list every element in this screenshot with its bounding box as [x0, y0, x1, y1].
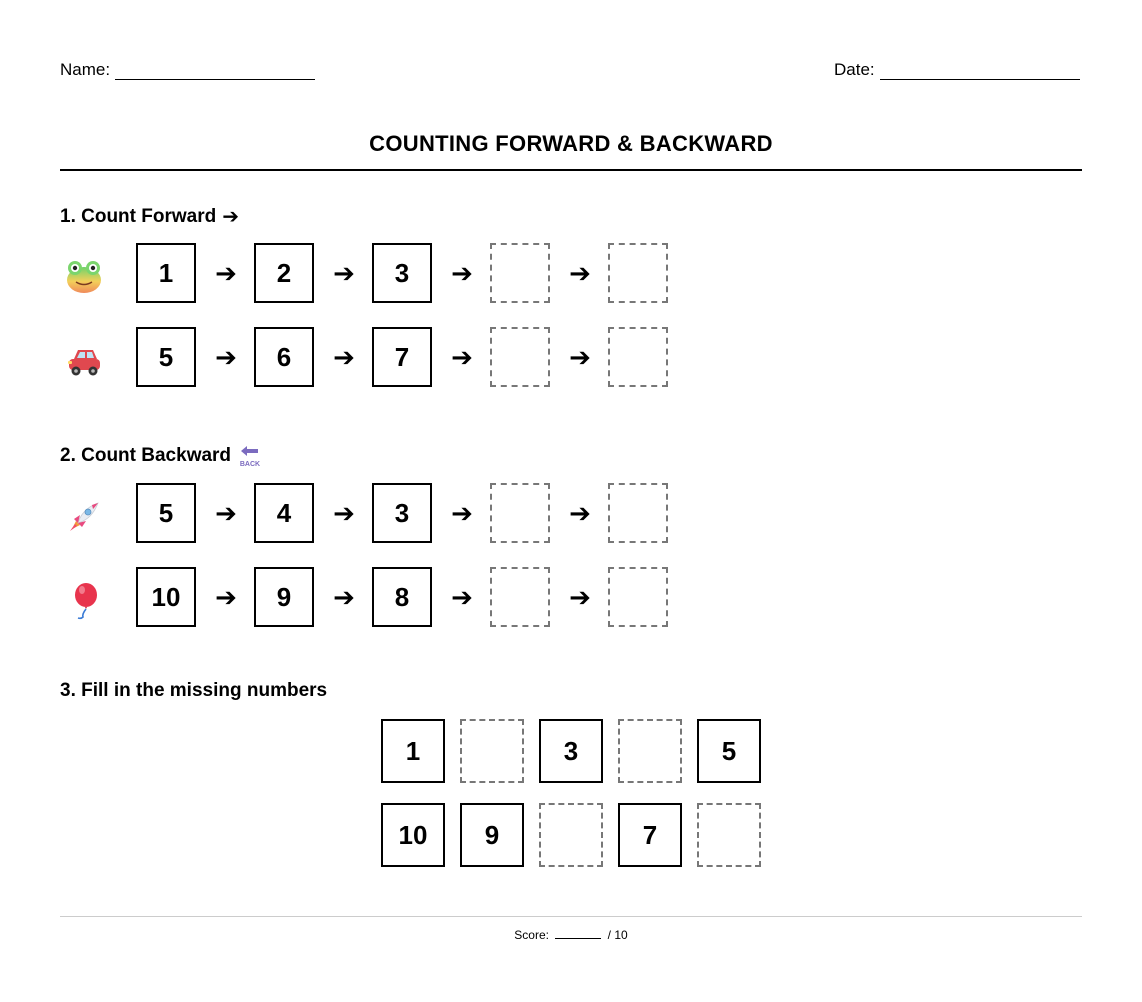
score-label: Score:: [514, 928, 549, 942]
answer-box[interactable]: [490, 483, 550, 543]
number-box: 3: [539, 719, 603, 783]
arrow-icon: ➔: [569, 258, 591, 288]
back-arrow-icon: [238, 444, 262, 468]
date-line[interactable]: [880, 65, 1080, 80]
arrow-icon: ➔: [215, 498, 237, 528]
answer-box[interactable]: [697, 803, 761, 867]
arrow-icon: ➔: [451, 258, 473, 288]
answer-box[interactable]: [608, 567, 668, 627]
section-2-title-text: 2. Count Backward: [60, 445, 232, 466]
answer-box[interactable]: [490, 327, 550, 387]
arrow-icon: ➔: [451, 342, 473, 372]
number-box: 5: [697, 719, 761, 783]
name-field[interactable]: [60, 60, 315, 80]
score-total: / 10: [607, 928, 628, 942]
answer-box[interactable]: [490, 243, 550, 303]
number-box: 10: [381, 803, 445, 867]
score-field: [0, 928, 1142, 942]
number-box: 3: [372, 483, 432, 543]
arrow-icon: ➔: [333, 342, 355, 372]
right-arrow-icon: ➔: [222, 206, 239, 228]
arrow-icon: ➔: [569, 342, 591, 372]
number-box: 10: [136, 567, 196, 627]
number-box: 7: [372, 327, 432, 387]
number-box: 6: [254, 327, 314, 387]
date-field[interactable]: [834, 60, 1080, 80]
arrow-icon: ➔: [215, 342, 237, 372]
answer-box[interactable]: [460, 719, 524, 783]
arrow-icon: ➔: [569, 498, 591, 528]
arrow-icon: ➔: [215, 258, 237, 288]
number-box: 9: [460, 803, 524, 867]
answer-box[interactable]: [539, 803, 603, 867]
section-1-title-text: 1. Count Forward: [60, 205, 217, 227]
section-3-title: [60, 680, 327, 702]
number-box: 8: [372, 567, 432, 627]
number-box: 2: [254, 243, 314, 303]
section-2-title: [60, 444, 262, 468]
answer-box[interactable]: [490, 567, 550, 627]
number-box: 5: [136, 483, 196, 543]
arrow-icon: ➔: [333, 498, 355, 528]
number-box: 3: [372, 243, 432, 303]
arrow-icon: ➔: [215, 582, 237, 612]
answer-box[interactable]: [608, 483, 668, 543]
frog-icon: [64, 257, 104, 297]
number-box: 5: [136, 327, 196, 387]
arrow-icon: ➔: [333, 582, 355, 612]
worksheet-title: COUNTING FORWARD & BACKWARD: [369, 131, 773, 156]
number-box: 4: [254, 483, 314, 543]
answer-box[interactable]: [618, 719, 682, 783]
section-3-title-text: 3. Fill in the missing numbers: [60, 680, 328, 701]
arrow-icon: ➔: [569, 582, 591, 612]
answer-box[interactable]: [608, 243, 668, 303]
rocket-icon: [64, 497, 104, 537]
number-box: 1: [381, 719, 445, 783]
name-label: Name:: [60, 60, 111, 79]
section-1-title: [60, 204, 239, 229]
number-box: 7: [618, 803, 682, 867]
arrow-icon: ➔: [333, 258, 355, 288]
arrow-icon: ➔: [451, 498, 473, 528]
title-divider: [60, 169, 1082, 171]
name-line[interactable]: [115, 65, 315, 80]
date-label: Date:: [834, 60, 875, 79]
number-box: 1: [136, 243, 196, 303]
answer-box[interactable]: [608, 327, 668, 387]
back-icon-text: BACK: [239, 461, 261, 468]
number-box: 9: [254, 567, 314, 627]
arrow-icon: ➔: [451, 582, 473, 612]
car-icon: [64, 341, 104, 381]
score-line[interactable]: [555, 928, 601, 939]
footer-divider: [60, 916, 1082, 917]
balloon-icon: [64, 581, 104, 621]
